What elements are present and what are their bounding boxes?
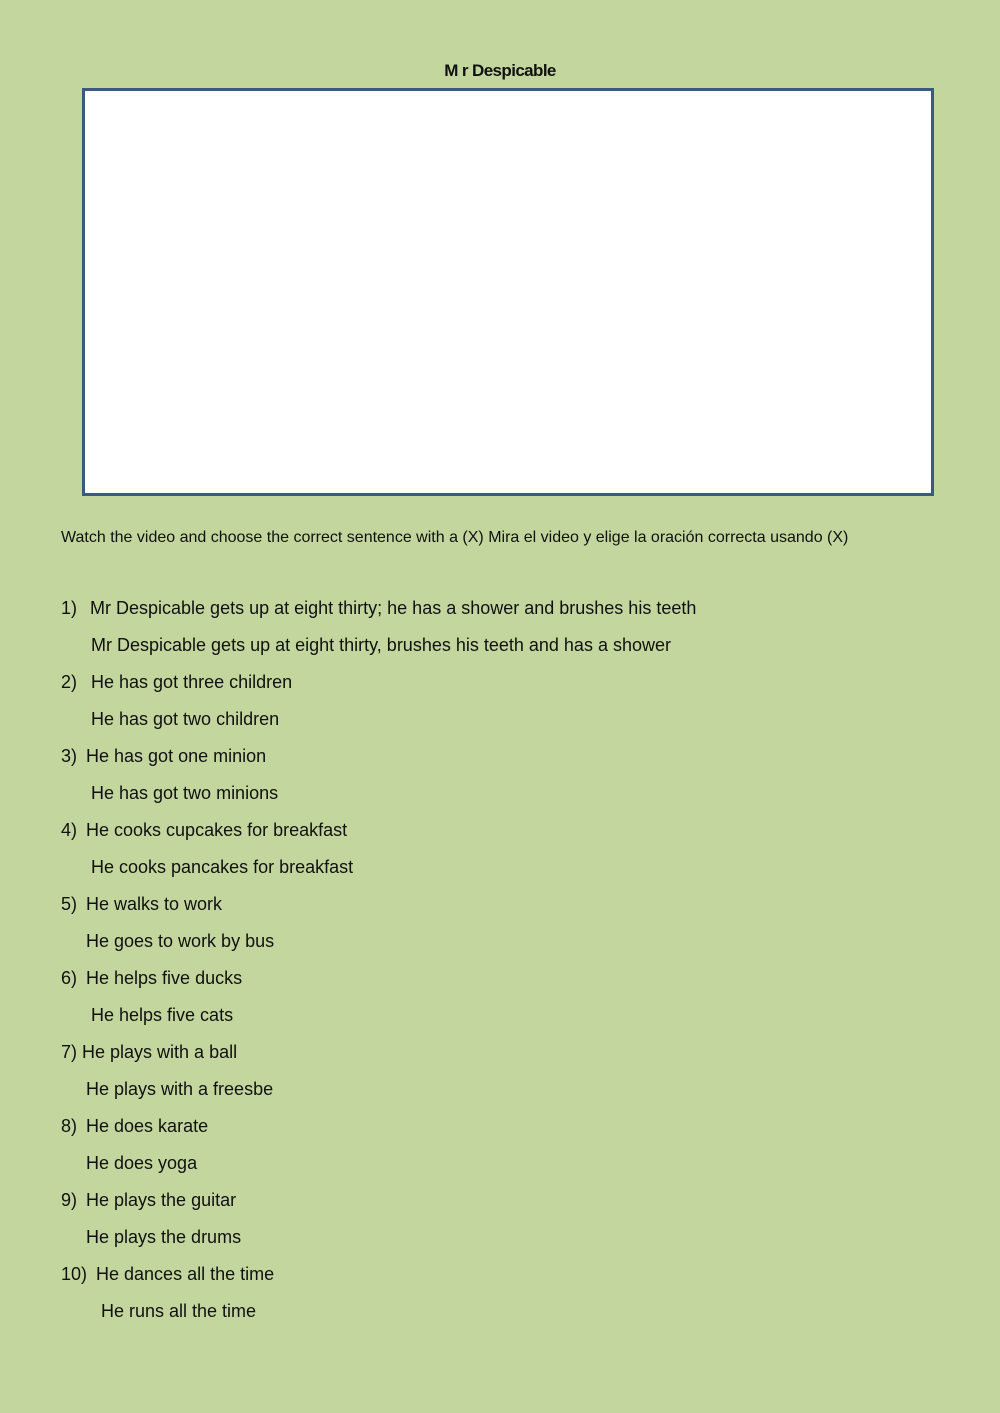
- option-b-text: He plays the drums: [86, 1227, 242, 1247]
- question-7-option-b[interactable]: [86, 1078, 273, 1100]
- option-b-text: He helps five cats: [91, 1005, 234, 1025]
- option-a-text: He has got one minion: [86, 746, 267, 766]
- question-9-option-a[interactable]: [61, 1189, 236, 1211]
- question-8-option-a[interactable]: [61, 1115, 208, 1137]
- question-number: 1): [61, 598, 78, 618]
- option-a-text: He does karate: [86, 1116, 209, 1136]
- question-number: 8): [61, 1116, 78, 1136]
- question-4-option-a[interactable]: [61, 819, 347, 841]
- video-placeholder[interactable]: [82, 88, 934, 496]
- option-a-text: He walks to work: [86, 894, 223, 914]
- option-b-text: He cooks pancakes for breakfast: [91, 857, 354, 877]
- option-b-text: He goes to work by bus: [86, 931, 275, 951]
- option-b-text: He runs all the time: [101, 1301, 257, 1321]
- question-8-option-b[interactable]: [86, 1152, 197, 1174]
- option-b-text: Mr Despicable gets up at eight thirty, brushes his teeth and has a shower: [91, 635, 671, 655]
- question-number: 10): [61, 1264, 88, 1284]
- question-number: 3): [61, 746, 78, 766]
- question-number: 7): [61, 1042, 78, 1062]
- option-a-text: He plays the guitar: [86, 1190, 237, 1210]
- question-6-option-a[interactable]: [61, 967, 242, 989]
- option-b-text: He plays with a freesbe: [86, 1079, 274, 1099]
- worksheet-title: M r Despicable: [444, 61, 556, 80]
- option-a-text: He helps five ducks: [86, 968, 243, 988]
- option-a-text: He plays with a ball: [82, 1042, 238, 1062]
- question-5-option-a[interactable]: [61, 893, 222, 915]
- option-b-text: He does yoga: [86, 1153, 198, 1173]
- option-b-text: He has got two minions: [91, 783, 279, 803]
- question-6-option-b[interactable]: [91, 1004, 233, 1026]
- question-4-option-b[interactable]: [91, 856, 353, 878]
- option-a-text: He has got three children: [91, 672, 293, 692]
- question-5-option-b[interactable]: [86, 930, 274, 952]
- question-number: 2): [61, 672, 78, 692]
- question-2-option-b[interactable]: [91, 708, 279, 730]
- question-number: 5): [61, 894, 78, 914]
- question-1-option-a[interactable]: [61, 597, 696, 619]
- question-2-option-a[interactable]: [61, 671, 292, 693]
- question-3-option-b[interactable]: [91, 782, 278, 804]
- question-3-option-a[interactable]: [61, 745, 266, 767]
- question-1-option-b[interactable]: [91, 634, 671, 656]
- option-a-text: Mr Despicable gets up at eight thirty; he has a shower and brushes his teeth: [90, 598, 697, 618]
- option-a-text: He dances all the time: [96, 1264, 275, 1284]
- option-a-text: He cooks cupcakes for breakfast: [86, 820, 348, 840]
- question-10-option-a[interactable]: [61, 1263, 274, 1285]
- question-number: 6): [61, 968, 78, 988]
- question-7-option-a[interactable]: [61, 1041, 237, 1063]
- question-9-option-b[interactable]: [86, 1226, 241, 1248]
- question-number: 4): [61, 820, 78, 840]
- question-number: 9): [61, 1190, 78, 1210]
- question-10-option-b[interactable]: [101, 1300, 256, 1322]
- instructions-text: Watch the video and choose the correct sentence with a (X) Mira el video y elige la oración correcta usando (X): [61, 529, 849, 546]
- option-b-text: He has got two children: [91, 709, 280, 729]
